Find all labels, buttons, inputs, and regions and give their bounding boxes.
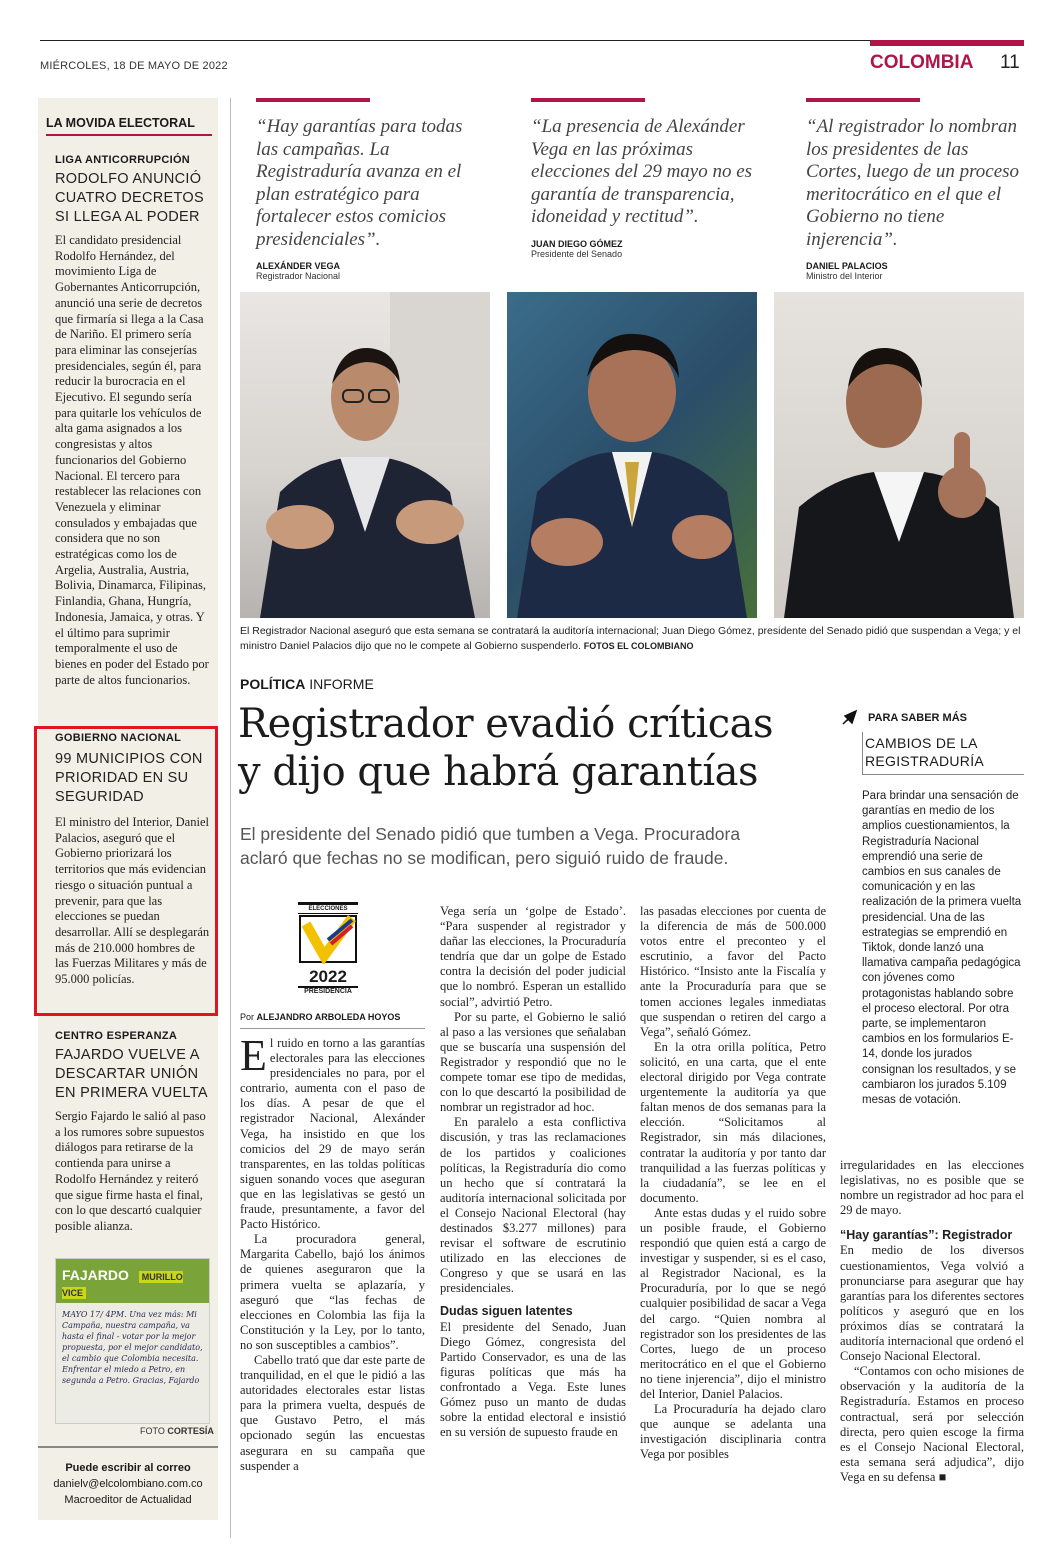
photo-caption	[240, 624, 1024, 654]
portrait-palacios-figure	[774, 292, 1024, 618]
contact-block	[38, 1460, 218, 1508]
article-column-2	[440, 904, 626, 1536]
info-box-header	[840, 708, 1024, 728]
sidebar-item-rodolfo	[55, 154, 210, 688]
article-column-1	[240, 1036, 425, 1536]
caption-credit: FOTOS EL COLOMBIANO	[583, 641, 694, 651]
paragraph: En paralelo a esta conflictiva discusión, y tras las reclamaciones de los partidos y coaliciones políticas, la Registraduría dio como un hecho que sí contratará la auditoría internacional solicitada por el Consejo Nacional Electoral (hay destinados $3.277 millones) para revisar el software de escrutinio utilizado en las elecciones de Congreso y que se usará en las presidenciales.	[440, 1115, 626, 1296]
paragraph: La Procuraduría ha dejado claro que aunque se adelanta una investigación disciplinaria contra Vega por posibles	[640, 1402, 826, 1462]
subheading: “Hay garantías”: Registrador	[840, 1228, 1013, 1243]
sidebar-item-body: El candidato presidencial Rodolfo Hernández, del movimiento Liga de Gobernantes Anticorrupción, anunció una serie de decretos que firmaría si llega a la Casa de Nariño. El primero sería para eliminar las consejerías presidenciales, según él, para reducir la burocracia en el Ejecutivo. El segundo sería para quitarle los vehículos de alta gama asignados a los congresistas y altos funcionarios del Gobierno Nacional. El tercero para restablecer las relaciones con Venezuela y eliminar consulados y embajadas que considera que no son estratégicas como los de Argelia, Australia, Austria, Bolivia, Dinamarca, Filipinas, Finlandia, Ghana, Hungría, Indonesia, Jamaica, y otras. Y el último para suprimir temporalmente el uso de bienes en poder del Estado por parte de altos funcionarios.	[55, 233, 209, 687]
headline-line-1: Registrador evadió críticas	[238, 701, 774, 747]
article-column-3	[640, 904, 826, 1536]
paragraph: El presidente del Senado, Juan Diego Gómez, congresista del Partido Conservador, es una de las figuras políticas que más ha confrontado a Vega. Este lunes Gómez puso un manto de dudas sobre la entidad electoral e insistió en su versión de supuesto fraude en	[440, 1319, 626, 1440]
paragraph: irregularidades en las elecciones legislativas, no es posible que se nombre un registrador ad hoc para el 29 de mayo.	[840, 1158, 1024, 1218]
sidebar-item-kicker: LIGA ANTICORRUPCIÓN	[55, 154, 191, 166]
sidebar-item-kicker: GOBIERNO NACIONAL	[55, 732, 182, 744]
credit-name: CORTESÍA	[167, 1426, 214, 1436]
sidebar-item-body: El ministro del Interior, Daniel Palacios, aseguró que el Gobierno priorizará los territorios que más evidencian riesgo o situación puntual a prevenir, para que las elecciones se puedan desarrollar. Allí se desplegarán más de 210.000 hombres de las Fuerzas Militares y más de 95.000 policías.	[55, 815, 210, 987]
photo-palacios	[774, 292, 1024, 618]
sidebar-item-title: FAJARDO VUELVE A DESCARTAR UNIÓN EN PRIMERA VUELTA	[55, 1047, 208, 1101]
paragraph: La procuradora general, Margarita Cabello, bajó los ánimos de quienes aseguraron que la primera vuelta se aplazaría, y aseguró que “las fechas de elecciones en Colombia las fija la Constitución y la Ley, por lo tanto, no son susceptibles a cambios”.	[240, 1232, 425, 1352]
paragraph: En medio de los diversos cuestionamientos, Vega volvió a pronunciarse para asegurar que hay garantías para los diferentes sectores políticos y aseguró que en los próximos días se contratará la auditoría internacional que ordenó el Consejo Nacional Electoral.	[840, 1243, 1024, 1364]
byline	[240, 1012, 400, 1022]
paragraph: Vega sería un ‘golpe de Estado’. “Para suspender al registrador y dañar las elecciones, la Procuraduría tendría que dar un golpe de Estado contra la decisión del poder judicial que lo nombró. Esperan un estallido social”, advirtió Petro.	[440, 904, 626, 1009]
logo-bottom-text: PRESIDENCIA	[304, 988, 352, 995]
article-column-4	[840, 1158, 1024, 1538]
quote-accent-bar	[256, 98, 370, 102]
sidebar-divider	[38, 1446, 218, 1448]
quote-author: JUAN DIEGO GÓMEZ	[531, 238, 623, 249]
quote-text: “La presencia de Alexánder Vega en las próximas elecciones del 29 mayo no es garantía de transparencia, idoneidad y rectitud”.	[531, 116, 753, 227]
quote-accent-bar	[806, 98, 920, 102]
info-box-title: CAMBIOS DE LA REGISTRADURÍA	[862, 732, 1024, 775]
section-name: COLOMBIA	[870, 52, 974, 73]
article-kicker	[240, 676, 374, 692]
section-color-bar	[870, 40, 1024, 46]
handwritten-note-photo	[55, 1258, 210, 1424]
vote-check-icon	[298, 914, 358, 964]
portrait-vega-figure	[240, 292, 490, 618]
info-box-body: Para brindar una sensación de garantías en medio de los amplios cuestionamientos, la Registraduría Nacional emprendió una serie de cambios en sus canales de comunicación y en las realización de la primera vuelta presidencial. Una de las estrategias se emprendió en Tiktok, donde lanzó una llamativa campaña pedagógica con jóvenes como protagonistas hablando sobre el proceso electoral. Por otra parte, se implementaron cambios en los formularios E-14, donde los jurados consignan los resultados, y se cambiaron los jurados 5.109 mesas de votación.	[862, 790, 1022, 1107]
paragraph: Por su parte, el Gobierno le salió al paso a las versiones que señalaban que se buscaría una suspensión del Registrador y respondió que no le compete tomar ese tipo de medidas, con lo que descartó la posibilidad de nombrar un registrador ad hoc.	[440, 1009, 626, 1115]
logo-top-text: ELECCIONES	[298, 902, 358, 914]
byline-author: ALEJANDRO ARBOLEDA HOYOS	[256, 1012, 401, 1022]
issue-date: MIÉRCOLES, 18 DE MAYO DE 2022	[40, 60, 228, 72]
byline-prefix: Por	[240, 1012, 255, 1022]
quote-role: Ministro del Interior	[806, 271, 883, 281]
banner-vice-text: MURILLO VICE	[62, 1272, 183, 1298]
info-box-kicker: PARA SABER MÁS	[868, 712, 968, 724]
paragraph: Cabello trató que dar este parte de tranquilidad, en el que le pidió a las autoridades electorales estar listas para la primera vuelta, después de que Gustavo Petro, el más opcionado según las encuestas asegurara en su campaña que suspender a	[240, 1352, 425, 1473]
sidebar-item-body: Sergio Fajardo le salió al paso a los rumores sobre supuestos diálogos para retirarse de la contienda para unirse a Rodolfo Hernández y reiteró que sigue firme hasta el final, con lo que descartó cualquier posible alianza.	[55, 1109, 206, 1233]
paragraph: “Contamos con ocho misiones de observación y la auditoría de la Registraduría. Estamos en proceso contractual, será por selección directa, pero quien escoge la firma es el Consejo Nacional Electoral, esta semana será adjudica”, dijo Vega en su defensa	[840, 1364, 1024, 1484]
subheading: Dudas siguen latentes	[440, 1304, 573, 1319]
campaign-banner	[56, 1259, 209, 1303]
paragraph: Ante estas dudas y el ruido sobre un posible fraude, el Gobierno respondió que quien está a cargo de investigar y suspender, si es el caso, al Registrador Nacional, es la Procuraduría, por lo que se negó cualquier posibilidad de sacar a Vega del cargo. “Quien nombra al registrador son los presidentes de las Cortes, luego de un proceso meritocrático en el que el Gobierno no tiene injerencia”, dijo el ministro del Interior, Daniel Palacios.	[640, 1205, 826, 1401]
sidebar-item-fajardo	[55, 1030, 210, 1235]
banner-text: FAJARDO	[62, 1267, 129, 1283]
quote-author: ALEXÁNDER VEGA	[256, 261, 341, 271]
portrait-gomez-figure	[507, 292, 757, 618]
page-number: 11	[1000, 52, 1020, 73]
kicker-section: POLÍTICA	[240, 676, 306, 692]
megaphone-icon	[840, 708, 860, 728]
quote-accent-bar	[531, 98, 645, 102]
sidebar-item-title: 99 MUNICIPIOS CON PRIORIDAD EN SU SEGURIDAD	[55, 751, 203, 805]
quote-author: DANIEL PALACIOS	[806, 261, 888, 271]
article-headline	[238, 700, 838, 796]
article-deck	[240, 822, 830, 870]
elections-logo	[298, 902, 358, 1002]
end-mark: ■	[938, 1469, 947, 1484]
note-credit	[140, 1426, 214, 1436]
byline-rule	[240, 1028, 425, 1029]
paragraph: l ruido en torno a las garantías electorales para las elecciones presidenciales no para, por el contrario, aumenta con el paso de los días. A pesar de que el registrador Nacional, Alexánder Vega, ha insistido en que los comicios del 29 de mayo serán transparentes, en las toldas políticas siguen sonando voces que aseguran que en las legislativas se gestó un fraude, presuntamente, a favor del Pacto Histórico.	[240, 1036, 425, 1232]
quote-role: Presidente del Senado	[531, 248, 623, 259]
contact-role: Macroeditor de Actualidad	[64, 1494, 192, 1506]
handwritten-text: MAYO 17/ 4PM. Una vez más: Mi Campaña, nuestra campaña, va hasta el final - votar por la mejor propuesta, por el mejor candidato, el cambio que Colombia necesita. Enfrentar el miedo a Petro, en segunda a Petro. Gracias, Fajardo	[62, 1310, 203, 1385]
kicker-label: INFORME	[309, 676, 374, 692]
sidebar-title: LA MOVIDA ELECTORAL	[46, 116, 212, 136]
deck-line-2: aclaró que fechas no se modifican, pero siguió ruido de fraude.	[240, 848, 729, 868]
quote-palacios	[806, 98, 1024, 281]
quote-text: “Hay garantías para todas las campañas. La Registraduría avanza en el plan estratégico para fortalecer estos comicios presidenciales”.	[256, 116, 463, 250]
contact-line: Puede escribir al correo	[65, 1462, 191, 1474]
caption-text: El Registrador Nacional aseguró que esta semana se contratará la auditoría internacional; Juan Diego Gómez, presidente del Senado pidió que suspendan a Vega; y el ministro Daniel Palacios dijo que no le compete al Gobierno suspenderlo.	[240, 625, 1021, 652]
quote-vega	[256, 98, 481, 281]
sidebar-item-kicker: CENTRO ESPERANZA	[55, 1030, 178, 1042]
headline-line-2: y dijo que habrá garantías	[238, 749, 758, 795]
credit-prefix: FOTO	[140, 1426, 165, 1436]
sidebar-item-gobierno	[55, 732, 210, 988]
logo-year: 2022	[298, 968, 358, 988]
quote-text: “Al registrador lo nombran los presidentes de las Cortes, luego de un proceso meritocrático en el que el Gobierno no tiene injerencia”.	[806, 116, 1020, 250]
column-divider	[230, 98, 231, 1538]
paragraph: las pasadas elecciones por cuenta de la diferencia de más de 500.000 votos entre el preconteo y el escrutinio, a favor del Pacto Histórico. “Insisto ante la Fiscalía y ante la Procuraduría para que se tomen acciones legales inmediatas que suspendan o retiren del cargo a Vega”, señaló Gómez.	[640, 904, 826, 1039]
quote-gomez	[531, 98, 756, 259]
photo-vega	[240, 292, 490, 618]
contact-email[interactable]: danielv@elcolombiano.com.co	[53, 1478, 203, 1490]
quote-role: Registrador Nacional	[256, 271, 341, 281]
photo-gomez	[507, 292, 757, 618]
sidebar-item-title: RODOLFO ANUNCIÓ CUATRO DECRETOS SI LLEGA AL PODER	[55, 171, 204, 225]
deck-line-1: El presidente del Senado pidió que tumben a Vega. Procuradora	[240, 824, 741, 844]
drop-cap: E	[240, 1036, 267, 1080]
info-box	[840, 708, 1024, 1108]
paragraph: En la otra orilla política, Petro solicitó, en una carta, que el ente electoral dirigido por Vega contrate urgentemente la auditoría ya que faltan menos de dos semanas para la elección. “Solicitamos al Registrador, sin más dilaciones, contratar la auditoría y por tanto dar tranquilidad a las fuerzas políticas y la ciudadanía”, se lee en el documento.	[640, 1039, 826, 1205]
